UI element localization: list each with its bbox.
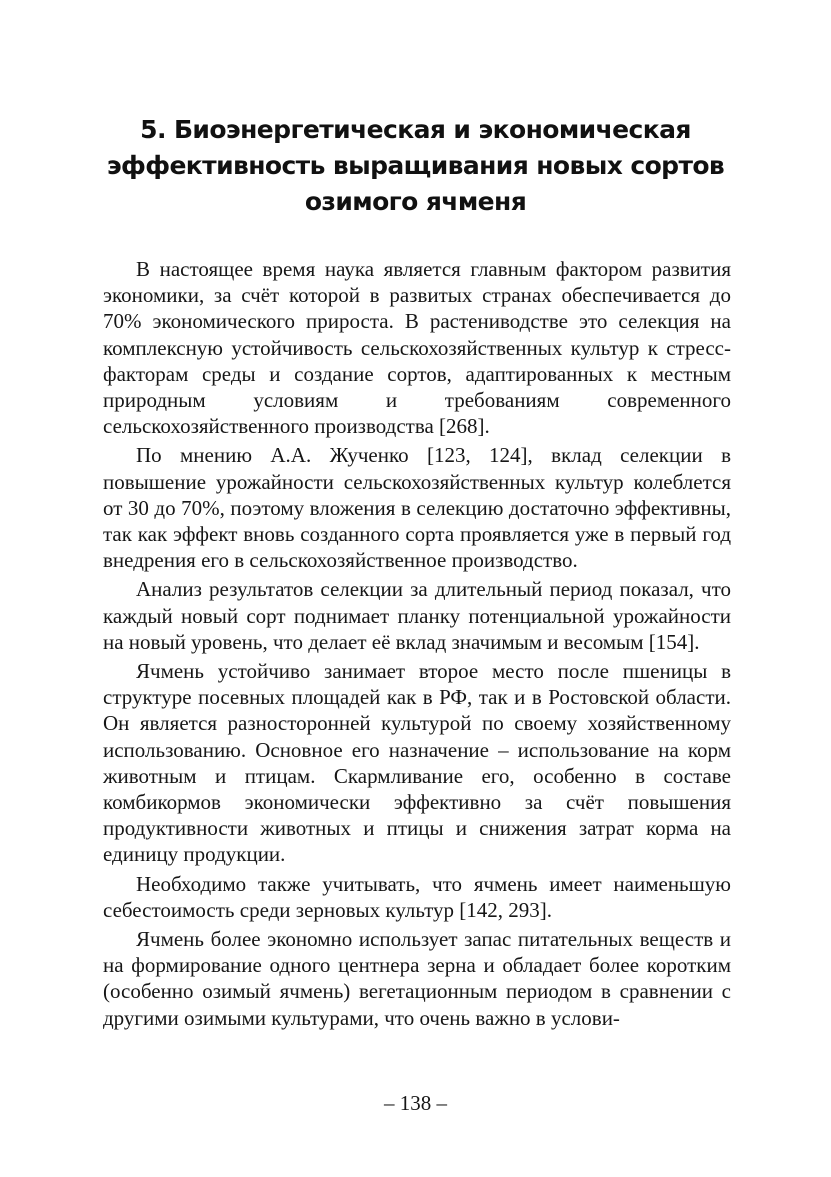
paragraph-3: Анализ результатов селекции за длительный период показал, что каждый новый сорт поднимает планку потенциальной урожайности на новый уровень, что делает её вклад значимым и весомым [154]. xyxy=(103,577,731,654)
paragraph-5: Необходимо также учитывать, что ячмень имеет наименьшую себестоимость среди зерновых культур [142, 293]. xyxy=(103,871,731,922)
paragraph-6: Ячмень более экономно использует запас питательных веществ и на формирование одного центнера зерна и обладает более коротким (особенно озимый ячмень) вегетационным периодом в сравнении с другими озимыми культурами, что очень важно в услови- xyxy=(103,927,731,1030)
paragraph-4: Ячмень устойчиво занимает второе место после пшеницы в структуре посевных площадей как в РФ, так и в Ростовской области. Он является разносторонней культурой по своему хозяйственному использованию. Основное его назначение – использование на корм животным и птицам. Скармливание его, особенно в составе комбикормов экономически эффективно за счёт повышения продуктивности животных и птицы и снижения затрат корма на единицу продукции. xyxy=(103,659,731,867)
paragraph-2: По мнению А.А. Жученко [123, 124], вклад селекции в повышение урожайности сельскохозяйственных культур колеблется от 30 до 70%, поэтому вложения в селекцию достаточно эффективны, так как эффект вновь созданного сорта проявляется уже в первый год внедрения его в сельскохозяйственное производство. xyxy=(103,443,731,573)
section-title: 5. Биоэнергетическая и экономическая эффективность выращивания новых сортов озимого ячменя xyxy=(106,115,725,216)
body-text xyxy=(103,256,731,1034)
page-number: – 138 – xyxy=(384,1091,447,1115)
paragraph-1: В настоящее время наука является главным фактором развития экономики, за счёт которой в развитых странах обеспечивается до 70% экономического прироста. В растениводстве это селекция на комплексную устойчивость сельскохозяйственных культур к стресс-факторам среды и создание сортов, адаптированных к местным природным условиям и требованиям современного сельскохозяйственного производства [268]. xyxy=(103,257,731,439)
